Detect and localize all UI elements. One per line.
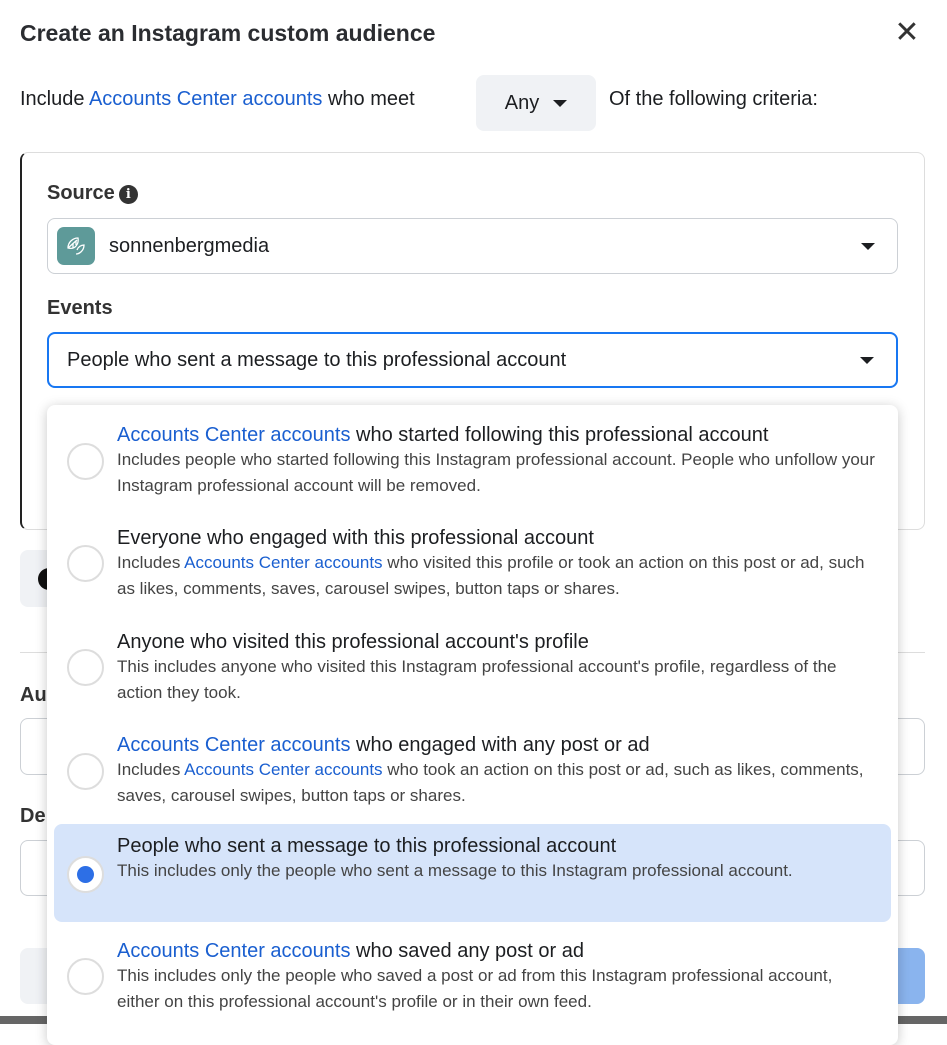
caret-down-icon <box>553 100 567 107</box>
radio-button[interactable] <box>67 443 104 480</box>
option-description: Includes Accounts Center accounts who took an action on this post or ad, such as likes, comments, saves, carousel swipes, button taps or shares. <box>117 760 864 805</box>
description-label: De <box>20 805 46 827</box>
option-title: who started following this professional account <box>350 424 769 446</box>
option-title-link: Accounts Center accounts <box>117 424 351 446</box>
radio-button-checked[interactable] <box>67 856 104 893</box>
option-title: who saved any post or ad <box>350 940 584 962</box>
events-label: Events <box>47 297 113 319</box>
option-description: This includes only the people who saved a post or ad from this Instagram professional account, either on this professional account's profile or in their own feed. <box>117 966 833 1011</box>
source-select[interactable] <box>47 218 898 274</box>
accounts-center-link[interactable]: Accounts Center accounts <box>88 88 323 110</box>
event-option[interactable] <box>54 929 891 1027</box>
caret-down-icon <box>860 357 874 364</box>
option-title: People who sent a message to this professional account <box>117 835 617 857</box>
include-text <box>20 88 415 111</box>
account-avatar <box>57 227 95 265</box>
audience-name-label: Au <box>20 684 47 706</box>
option-title: Everyone who engaged with this professional account <box>117 527 594 549</box>
radio-button[interactable] <box>67 753 104 790</box>
event-option[interactable] <box>54 723 891 821</box>
include-prefix: Include <box>20 88 85 110</box>
event-option[interactable] <box>54 413 891 511</box>
events-value: People who sent a message to this professional account <box>67 348 567 371</box>
include-middle: who meet <box>327 88 415 110</box>
radio-button[interactable] <box>67 649 104 686</box>
event-option-selected[interactable] <box>54 824 891 922</box>
caret-down-icon <box>861 243 875 250</box>
event-option[interactable] <box>54 620 891 718</box>
option-title-link: Accounts Center accounts <box>117 940 351 962</box>
option-title-link: Accounts Center accounts <box>117 734 351 756</box>
events-select[interactable] <box>47 332 898 388</box>
close-icon[interactable]: ✕ <box>894 16 920 49</box>
radio-button[interactable] <box>67 545 104 582</box>
source-label: Source i <box>47 182 138 205</box>
option-title: Anyone who visited this professional account's profile <box>117 631 589 653</box>
option-description: This includes only the people who sent a message to this Instagram professional account. <box>117 861 793 880</box>
option-description: Includes people who started following this Instagram professional account. People who unfollow your Instagram professional account will be removed. <box>117 450 875 495</box>
event-option[interactable] <box>54 516 891 614</box>
option-title: who engaged with any post or ad <box>350 734 650 756</box>
radio-button[interactable] <box>67 958 104 995</box>
source-value: sonnenbergmedia <box>109 234 270 257</box>
option-description: This includes anyone who visited this Instagram professional account's profile, regardless of the action they took. <box>117 657 837 702</box>
info-icon[interactable]: i <box>119 185 138 204</box>
events-dropdown-menu <box>47 405 898 1045</box>
option-description: Includes Accounts Center accounts who visited this profile or took an action on this post or ad, such as likes, comments, saves, carousel swipes, button taps or shares. <box>117 553 865 598</box>
dialog-title: Create an Instagram custom audience <box>20 20 436 46</box>
match-dropdown[interactable] <box>476 75 596 131</box>
include-suffix: Of the following criteria: <box>609 88 818 110</box>
match-value: Any <box>504 91 540 114</box>
